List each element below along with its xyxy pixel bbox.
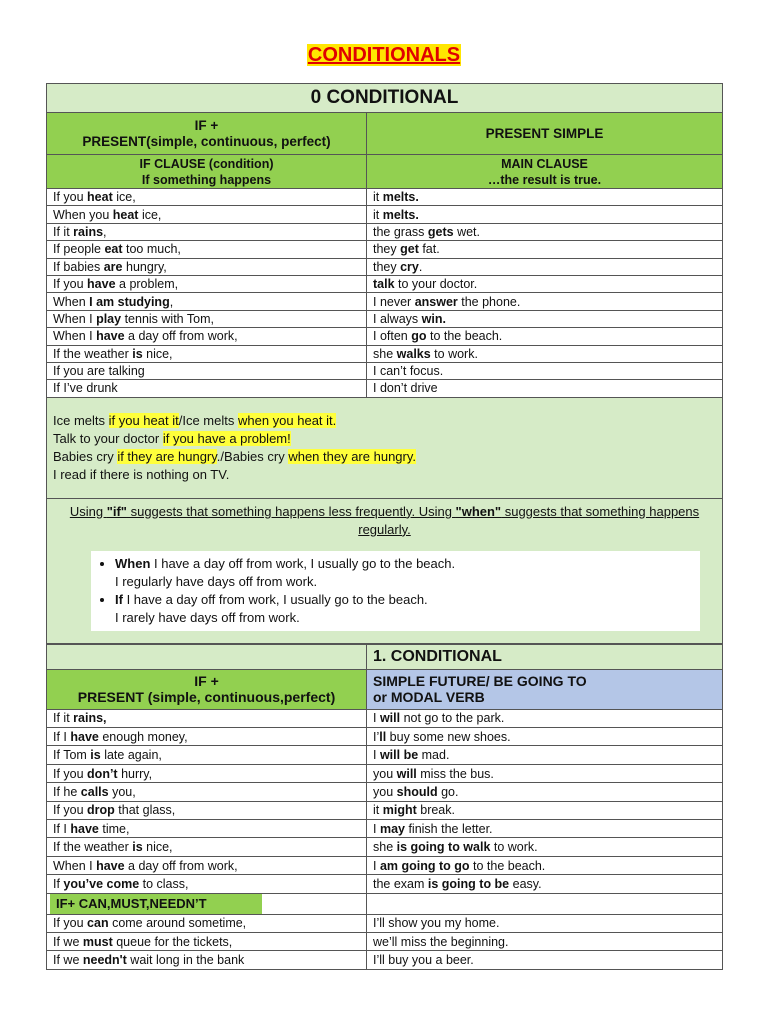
table-row	[47, 310, 723, 327]
table-row	[47, 328, 723, 345]
table-row	[47, 206, 723, 223]
main-clause-cell: I will be mad.	[367, 746, 723, 764]
if-clause-cell: If you’ve come to class,	[47, 875, 367, 893]
main-clause-cell: we’ll miss the beginning.	[367, 932, 723, 950]
empty-cell	[367, 893, 723, 914]
if-clause-cell: If we must queue for the tickets,	[47, 932, 367, 950]
examples-box	[47, 397, 723, 498]
example-sentence: I read if there is nothing on TV.	[53, 466, 230, 482]
first-conditional-heading-left	[47, 644, 367, 669]
first-conditional-heading: 1. CONDITIONAL	[367, 644, 723, 669]
if-clause-cell: If I have enough money,	[47, 728, 367, 746]
first-right-header: SIMPLE FUTURE/ BE GOING TO or MODAL VERB	[367, 669, 723, 709]
zero-conditional-heading: 0 CONDITIONAL	[47, 84, 723, 113]
if-clause-cell: If you are talking	[47, 362, 367, 379]
main-clause-cell: I’ll buy you a beer.	[367, 951, 723, 969]
main-clause-cell: it melts.	[367, 206, 723, 223]
main-clause-cell: I don’t drive	[367, 380, 723, 397]
zero-left-header: IF + PRESENT(simple, continuous, perfect)	[47, 113, 367, 155]
if-clause-cell: If you don’t hurry,	[47, 764, 367, 782]
if-clause-cell: If Tom is late again,	[47, 746, 367, 764]
table-row	[47, 345, 723, 362]
main-clause-cell: I may finish the letter.	[367, 820, 723, 838]
if-clause-cell: If I have time,	[47, 820, 367, 838]
main-clause-cell: I can’t focus.	[367, 362, 723, 379]
if-clause-cell: If he calls you,	[47, 783, 367, 801]
table-row	[47, 875, 723, 893]
table-row	[47, 709, 723, 727]
zero-conditional-table	[46, 83, 723, 644]
table-row	[47, 728, 723, 746]
if-clause-cell: If it rains,	[47, 709, 367, 727]
main-clause-cell: you will miss the bus.	[367, 764, 723, 782]
example-sentence: Ice melts if you heat it/Ice melts when you heat it.	[53, 412, 337, 428]
if-clause-cell: When I have a day off from work,	[47, 328, 367, 345]
main-clause-cell: I will not go to the park.	[367, 709, 723, 727]
table-row	[47, 380, 723, 397]
if-clause-cell: If you have a problem,	[47, 275, 367, 292]
table-row	[47, 275, 723, 292]
examples-bullet-list	[91, 551, 700, 631]
main-clause-header: MAIN CLAUSE …the result is true.	[367, 155, 723, 189]
list-item: • When I have a day off from work, I usually go to the beach. I regularly have days off from work.	[115, 555, 700, 591]
first-conditional-table	[46, 644, 723, 970]
if-clause-cell: If babies are hungry,	[47, 258, 367, 275]
if-clause-cell: If I’ve drunk	[47, 380, 367, 397]
if-clause-cell: If we needn't wait long in the bank	[47, 951, 367, 969]
if-clause-cell: When I am studying,	[47, 293, 367, 310]
main-clause-cell: it might break.	[367, 801, 723, 819]
table-row	[47, 241, 723, 258]
first-left-header: IF + PRESENT (simple, continuous,perfect)	[47, 669, 367, 709]
main-clause-cell: talk to your doctor.	[367, 275, 723, 292]
page-title: CONDITIONALS	[307, 44, 461, 66]
list-item: • If I have a day off from work, I usually go to the beach. I rarely have days off from work.	[115, 591, 700, 627]
conditionals-sheet	[46, 83, 722, 970]
if-clause-cell: If you drop that glass,	[47, 801, 367, 819]
main-clause-cell: they get fat.	[367, 241, 723, 258]
table-row	[47, 362, 723, 379]
if-clause-cell: If people eat too much,	[47, 241, 367, 258]
example-sentence: Talk to your doctor if you have a problem!	[53, 430, 291, 446]
if-clause-cell: If you heat ice,	[47, 189, 367, 206]
table-row	[47, 293, 723, 310]
modal-subheader: IF+ CAN,MUST,NEEDN’T	[50, 894, 262, 914]
if-when-explanation: Using "if" suggests that something happens less frequently. Using "when" suggests that something happens regularly. • When I have a day off from work, I usually go to the beach. I regularly have days off from work. • If I have a day off from work, I usually go to the beach. I rarely have days off from work.	[47, 498, 723, 643]
main-clause-cell: she walks to work.	[367, 345, 723, 362]
table-row	[47, 838, 723, 856]
main-clause-cell: the exam is going to be easy.	[367, 875, 723, 893]
if-clause-cell: When I play tennis with Tom,	[47, 310, 367, 327]
modal-subheader-cell	[47, 893, 367, 914]
table-row	[47, 801, 723, 819]
main-clause-cell: I’ll buy some new shoes.	[367, 728, 723, 746]
table-row	[47, 932, 723, 950]
main-clause-cell: I always win.	[367, 310, 723, 327]
table-row	[47, 764, 723, 782]
if-clause-cell: If you can come around sometime,	[47, 914, 367, 932]
table-row	[47, 820, 723, 838]
main-clause-cell: I never answer the phone.	[367, 293, 723, 310]
example-sentence: Babies cry if they are hungry./Babies cry when they are hungry.	[53, 448, 416, 464]
if-clause-cell: If the weather is nice,	[47, 345, 367, 362]
main-clause-cell: I’ll show you my home.	[367, 914, 723, 932]
if-clause-header: IF CLAUSE (condition) If something happens	[47, 155, 367, 189]
table-row	[47, 914, 723, 932]
table-row	[47, 951, 723, 969]
table-row	[47, 856, 723, 874]
if-clause-cell: If the weather is nice,	[47, 838, 367, 856]
table-row	[47, 189, 723, 206]
if-clause-cell: If it rains,	[47, 223, 367, 240]
table-row	[47, 783, 723, 801]
table-row	[47, 746, 723, 764]
main-clause-cell: I am going to go to the beach.	[367, 856, 723, 874]
table-row	[47, 223, 723, 240]
zero-right-header: PRESENT SIMPLE	[367, 113, 723, 155]
if-clause-cell: When you heat ice,	[47, 206, 367, 223]
table-row	[47, 258, 723, 275]
main-clause-cell: they cry.	[367, 258, 723, 275]
main-clause-cell: it melts.	[367, 189, 723, 206]
if-clause-cell: When I have a day off from work,	[47, 856, 367, 874]
main-clause-cell: the grass gets wet.	[367, 223, 723, 240]
main-clause-cell: I often go to the beach.	[367, 328, 723, 345]
main-clause-cell: she is going to walk to work.	[367, 838, 723, 856]
main-clause-cell: you should go.	[367, 783, 723, 801]
